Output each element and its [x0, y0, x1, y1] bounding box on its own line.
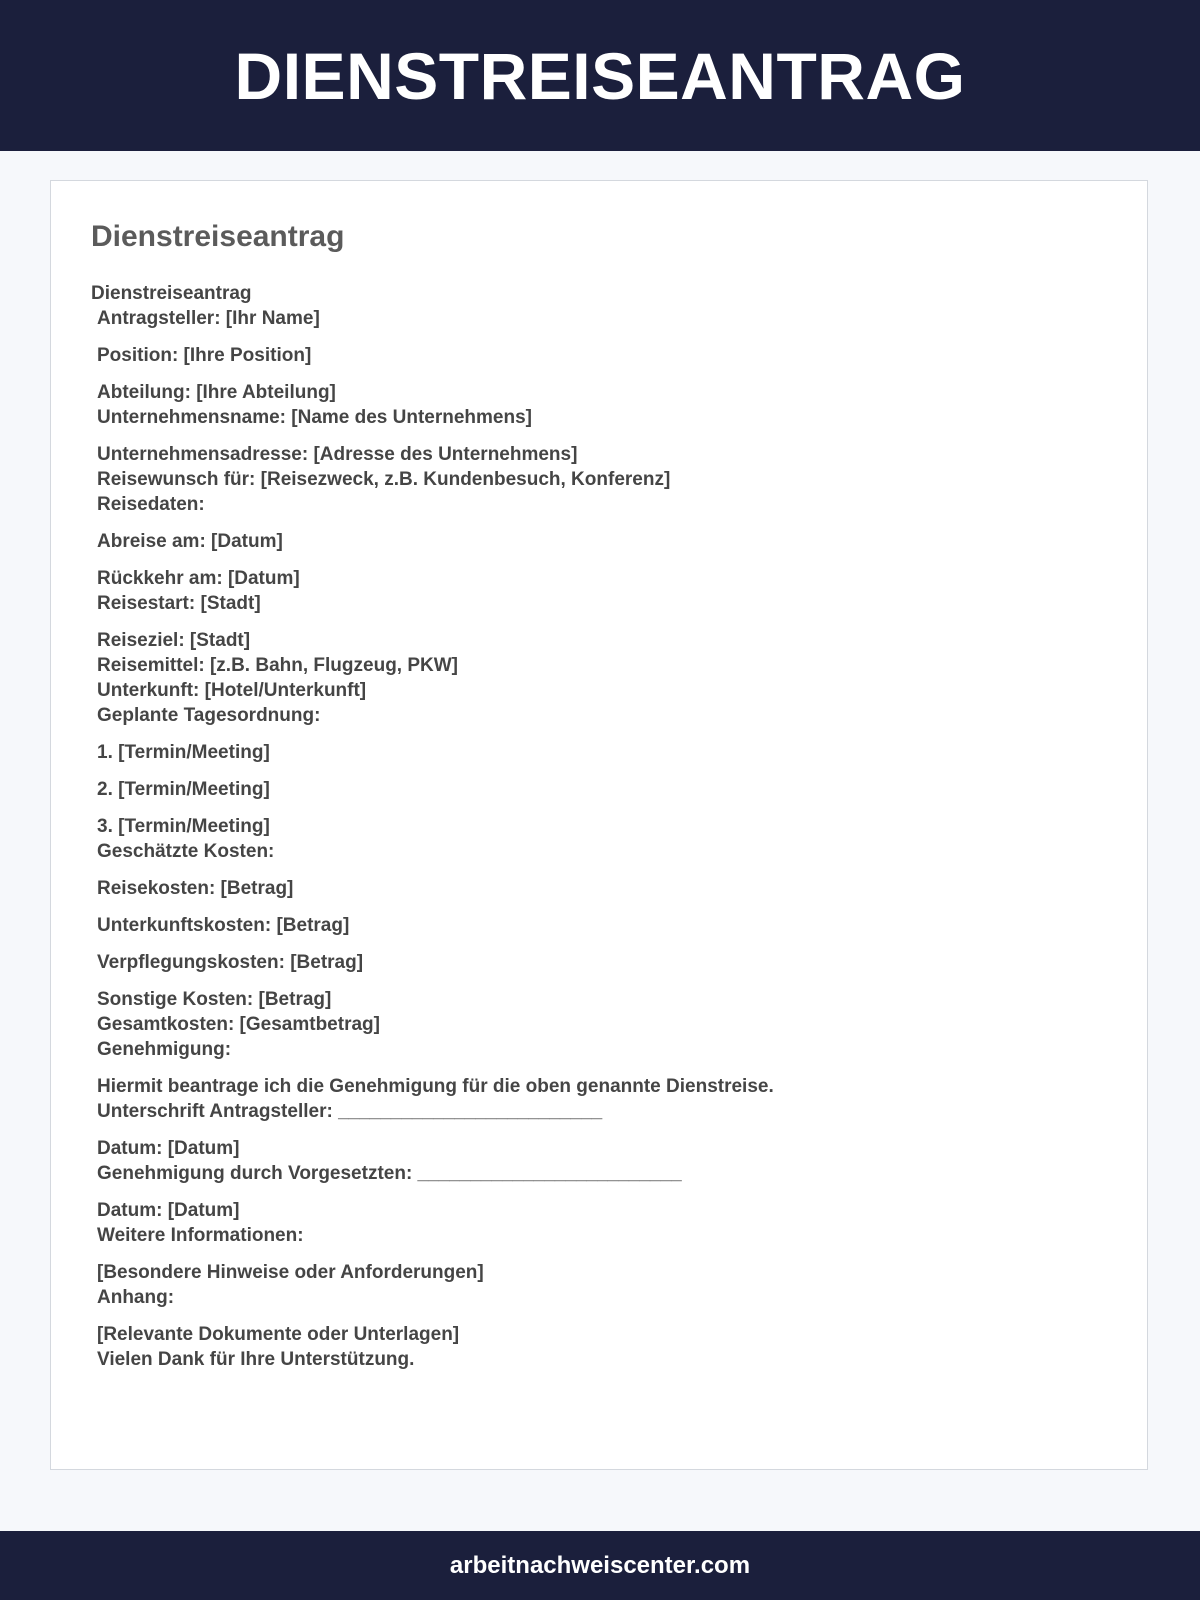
- document-paragraph: [91, 529, 1091, 554]
- document-line: 3. [Termin/Meeting]: [97, 816, 270, 837]
- document-paragraph: [91, 380, 1091, 430]
- document-line: Reisemittel: [z.B. Bahn, Flugzeug, PKW]: [97, 655, 459, 676]
- document-paragraph: [91, 1198, 1091, 1248]
- document-line: Verpflegungskosten: [Betrag]: [97, 952, 364, 973]
- document-line: Unternehmensname: [Name des Unternehmens]: [97, 407, 532, 428]
- document-line: Position: [Ihre Position]: [97, 345, 312, 366]
- document-line: Reisestart: [Stadt]: [97, 593, 261, 614]
- page-header: [0, 0, 1200, 151]
- document-paragraph: [91, 306, 1091, 331]
- document-paragraph: [91, 913, 1091, 938]
- document-line: Genehmigung durch Vorgesetzten: _________________________: [97, 1163, 682, 1184]
- document-paragraph: [91, 876, 1091, 901]
- document-paragraph: [91, 442, 1091, 517]
- document-paragraph: [91, 740, 1091, 765]
- document-paragraph: [91, 777, 1091, 802]
- document-body: [91, 281, 1091, 1372]
- document-line: 2. [Termin/Meeting]: [97, 779, 270, 800]
- document-line: Geplante Tagesordnung:: [97, 705, 321, 726]
- document-line: Anhang:: [97, 1287, 175, 1308]
- document-line: [Besondere Hinweise oder Anforderungen]: [97, 1262, 484, 1283]
- document-title: Dienstreiseantrag: [91, 220, 345, 253]
- document-line: Datum: [Datum]: [97, 1200, 240, 1221]
- document-paragraph: [91, 1260, 1091, 1310]
- document-line: Reiseziel: [Stadt]: [97, 630, 251, 651]
- document-paragraph: [91, 1074, 1091, 1124]
- document-line: Unterschrift Antragsteller: _________________________: [97, 1101, 603, 1122]
- document-line: Unterkunft: [Hotel/Unterkunft]: [97, 680, 367, 701]
- document-line: Unterkunftskosten: [Betrag]: [97, 915, 350, 936]
- document-line: Weitere Informationen:: [97, 1225, 304, 1246]
- document-line: Abteilung: [Ihre Abteilung]: [97, 382, 336, 403]
- document-line: 1. [Termin/Meeting]: [97, 742, 270, 763]
- document-line: Reisekosten: [Betrag]: [97, 878, 294, 899]
- document-line: Reisedaten:: [97, 494, 205, 515]
- document-paragraph: [91, 1136, 1091, 1186]
- document-line: Gesamtkosten: [Gesamtbetrag]: [97, 1014, 380, 1035]
- document-paragraph: [91, 814, 1091, 864]
- footer-site: arbeitnachweiscenter.com: [449, 1551, 751, 1579]
- document-paragraph: [91, 628, 1091, 728]
- document-line: Hiermit beantrage ich die Genehmigung für die oben genannte Dienstreise.: [97, 1076, 774, 1097]
- document-paragraph: [91, 950, 1091, 975]
- document-paragraph: [91, 566, 1091, 616]
- document-line: Antragsteller: [Ihr Name]: [97, 308, 320, 329]
- page-footer: [0, 1531, 1200, 1600]
- document-line: Vielen Dank für Ihre Unterstützung.: [97, 1349, 415, 1370]
- document-line: Reisewunsch für: [Reisezweck, z.B. Kundenbesuch, Konferenz]: [97, 469, 671, 490]
- document-paragraph: [91, 987, 1091, 1062]
- document-line: Rückkehr am: [Datum]: [97, 568, 300, 589]
- document-line: [Relevante Dokumente oder Unterlagen]: [97, 1324, 460, 1345]
- document-line: Genehmigung:: [97, 1039, 232, 1060]
- document-paragraph: [91, 1322, 1091, 1372]
- document-card: [50, 180, 1148, 1470]
- document-line: Abreise am: [Datum]: [97, 531, 283, 552]
- document-line: Unternehmensadresse: [Adresse des Unternehmens]: [97, 444, 578, 465]
- document-subtitle: Dienstreiseantrag: [91, 283, 252, 304]
- document-line: Geschätzte Kosten:: [97, 841, 275, 862]
- document-line: Datum: [Datum]: [97, 1138, 240, 1159]
- document-paragraph: [91, 343, 1091, 368]
- document-line: Sonstige Kosten: [Betrag]: [97, 989, 332, 1010]
- header-title: DIENSTREISEANTRAG: [234, 38, 966, 113]
